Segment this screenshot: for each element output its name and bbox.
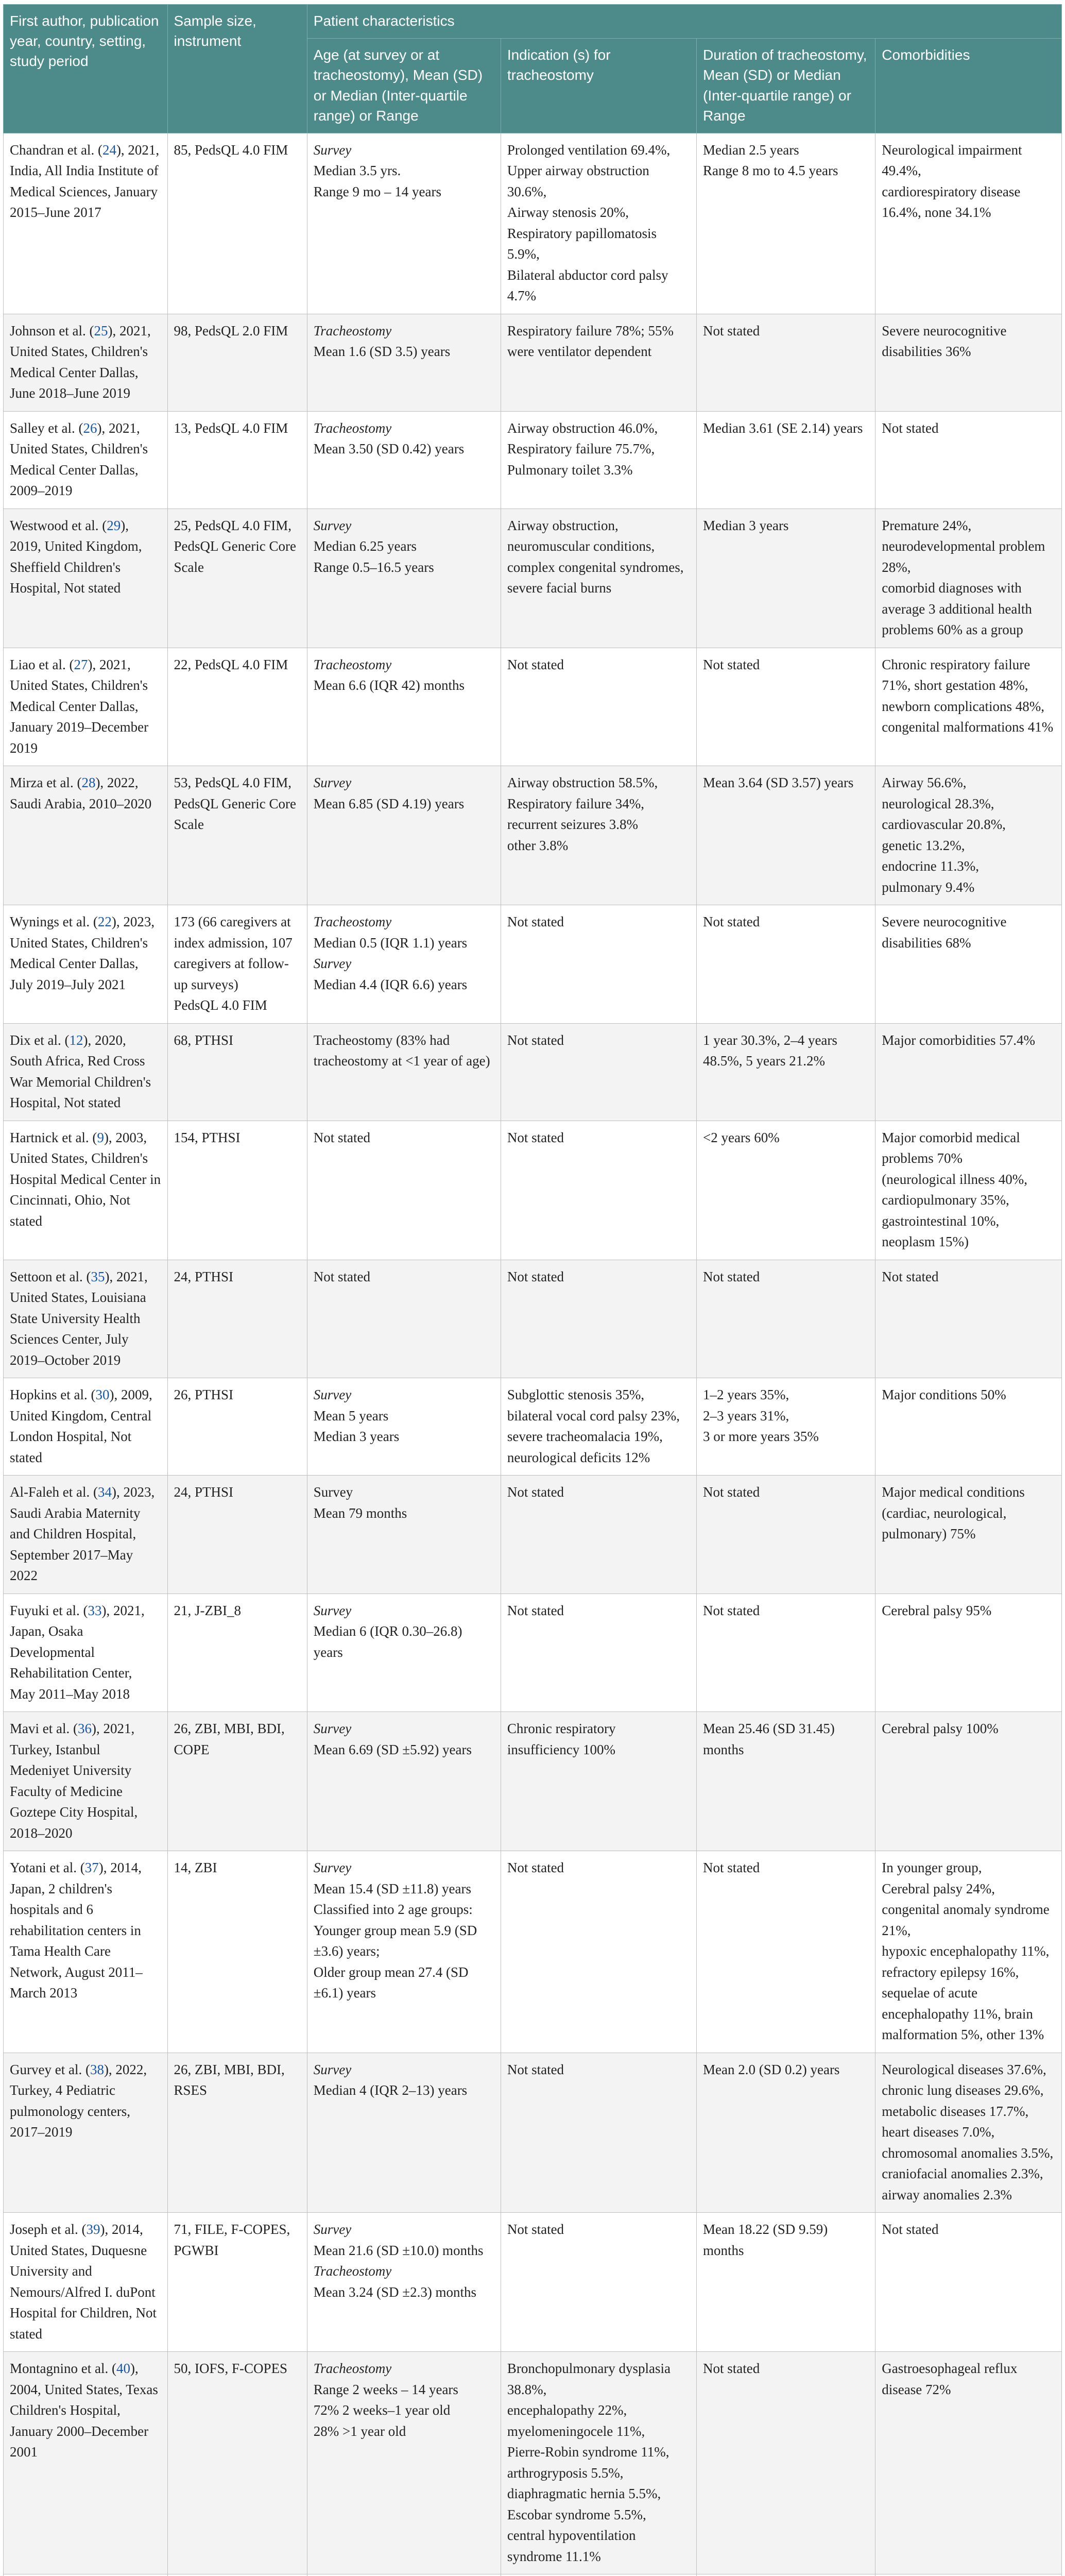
age-line: Mean 21.6 (SD ±10.0) months <box>313 2242 484 2258</box>
cell-indication: Bronchopulmonary dysplasia 38.8%, encephalopathy 22%, myelomeningocele 11%, Pierre-Robin syndrome 11%, arthrogryposis 5.5%, diaphragmatic hernia 5.5%, Escobar syndrome 5.5%, central hypoventilation syndrome 11.1% <box>501 2352 696 2574</box>
cell-study <box>4 2213 168 2352</box>
age-line: Median 6 (IQR 0.30–26.8) years <box>313 1623 462 1660</box>
cell-comorbidities: Major comorbid medical problems 70% (neurological illness 40%, cardiopulmonary 35%, gastrointestinal 10%, neoplasm 15%) <box>875 1121 1062 1260</box>
cell-sample: 22, PedsQL 4.0 FIM <box>167 648 307 766</box>
cell-comorbidities: Not stated <box>875 411 1062 509</box>
cell-sample: 26, ZBI, MBI, BDI, COPE <box>167 1712 307 1851</box>
author-text: Salley et al. ( <box>10 420 83 436</box>
age-line: Mean 5 years <box>313 1408 389 1423</box>
age-line: Range 0.5–16.5 years <box>313 559 434 575</box>
age-line: Range 9 mo – 14 years <box>313 183 441 199</box>
age-line: Mean 6.85 (SD 4.19) years <box>313 795 465 811</box>
citation-link[interactable]: 39 <box>86 2222 100 2238</box>
cell-age <box>307 1712 501 1851</box>
cell-sample: 50, IOFS, F-COPES <box>167 2352 307 2574</box>
cell-age <box>307 1121 501 1260</box>
age-line: Mean 3.50 (SD 0.42) years <box>313 441 465 457</box>
cell-sample: 98, PedsQL 2.0 FIM <box>167 314 307 411</box>
cell-duration: Not stated <box>697 2352 875 2574</box>
cell-comorbidities: Cerebral palsy 100% <box>875 1712 1062 1851</box>
study-details: ), 2023, Saudi Arabia Maternity and Children Hospital, September 2017–May 2022 <box>10 1484 155 1584</box>
header-duration: Duration of tracheostomy, Mean (SD) or Median (Inter-quartile range) or Range <box>697 39 875 133</box>
age-line: 72% 2 weeks–1 year old <box>313 2402 451 2418</box>
study-details: ), 2004, United States, Texas Children's Hospital, January 2000–December 2001 <box>10 2361 158 2460</box>
cell-comorbidities: Major comorbidities 57.4% <box>875 1023 1062 1121</box>
citation-link[interactable]: 40 <box>116 2361 130 2377</box>
table-row <box>4 133 1062 314</box>
cell-study <box>4 411 168 509</box>
citation-link[interactable]: 22 <box>97 914 112 930</box>
cell-age <box>307 905 501 1024</box>
study-details: ), 2021, Turkey, Istanbul Medeniyet University Faculty of Medicine Goztepe City Hospital, 2018–2020 <box>10 1721 138 1841</box>
cell-indication: Airway obstruction 46.0%, Respiratory failure 75.7%, Pulmonary toilet 3.3% <box>501 411 696 509</box>
table-row <box>4 1121 1062 1260</box>
age-line: Range 2 weeks – 14 years <box>313 2381 458 2397</box>
cell-age <box>307 2352 501 2574</box>
age-line: Mean 6.6 (IQR 42) months <box>313 677 465 693</box>
age-line: Tracheostomy <box>313 656 392 672</box>
age-line: Classified into 2 age groups: <box>313 1902 473 1918</box>
cell-comorbidities: Airway 56.6%, neurological 28.3%, cardiovascular 20.8%, genetic 13.2%, endocrine 11.3%, pulmonary 9.4% <box>875 766 1062 905</box>
cell-age <box>307 1378 501 1476</box>
study-details: ), 2022, Saudi Arabia, 2010–2020 <box>10 775 152 811</box>
cell-indication: Not stated <box>501 1023 696 1121</box>
citation-link[interactable]: 33 <box>88 1602 102 1618</box>
age-line: Survey <box>313 2061 352 2077</box>
cell-indication: Not stated <box>501 905 696 1024</box>
study-details: ), 2020, South Africa, Red Cross War Memorial Children's Hospital, Not stated <box>10 1032 151 1111</box>
cell-study <box>4 1121 168 1260</box>
cell-comorbidities: Not stated <box>875 1260 1062 1378</box>
cell-duration: 1 year 30.3%, 2–4 years 48.5%, 5 years 21.2% <box>697 1023 875 1121</box>
cell-indication: Airway obstruction 58.5%, Respiratory failure 34%, recurrent seizures 3.8% other 3.8% <box>501 766 696 905</box>
citation-link[interactable]: 38 <box>90 2061 104 2077</box>
header-study: First author, publication year, country, setting, study period <box>4 5 168 133</box>
cell-duration: Mean 2.0 (SD 0.2) years <box>697 2053 875 2213</box>
table-body <box>4 133 1062 2576</box>
author-text: Westwood et al. ( <box>10 517 107 533</box>
cell-duration: Median 3.61 (SE 2.14) years <box>697 411 875 509</box>
age-line: Survey <box>313 1484 353 1500</box>
author-text: Johnson et al. ( <box>10 323 94 338</box>
table-row <box>4 1476 1062 1594</box>
cell-comorbidities: Premature 24%, neurodevelopmental problem 28%, comorbid diagnoses with average 3 additional health problems 60% as a group <box>875 509 1062 648</box>
cell-study <box>4 1260 168 1378</box>
cell-study <box>4 1378 168 1476</box>
cell-sample: 14, ZBI <box>167 1851 307 2053</box>
cell-duration: 1–2 years 35%, 2–3 years 31%, 3 or more years 35% <box>697 1378 875 1476</box>
cell-age <box>307 314 501 411</box>
cell-study <box>4 1476 168 1594</box>
cell-age <box>307 1023 501 1121</box>
cell-comorbidities: Severe neurocognitive disabilities 68% <box>875 905 1062 1024</box>
cell-sample: 53, PedsQL 4.0 FIM, PedsQL Generic Core Scale <box>167 766 307 905</box>
cell-indication: Not stated <box>501 1121 696 1260</box>
cell-indication: Not stated <box>501 1260 696 1378</box>
cell-study <box>4 1712 168 1851</box>
table-header <box>4 5 1062 133</box>
age-line: Not stated <box>313 1268 370 1284</box>
author-text: Chandran et al. ( <box>10 142 102 158</box>
cell-duration: Not stated <box>697 648 875 766</box>
age-line: Median 4.4 (IQR 6.6) years <box>313 976 468 992</box>
cell-duration: Mean 25.46 (SD 31.45) months <box>697 1712 875 1851</box>
cell-age <box>307 2213 501 2352</box>
citation-link[interactable]: 29 <box>107 517 121 533</box>
author-text: Wynings et al. ( <box>10 914 98 930</box>
age-line: Mean 15.4 (SD ±11.8) years <box>313 1880 472 1896</box>
table-row <box>4 1378 1062 1476</box>
age-line: Younger group mean 5.9 (SD ±3.6) years; <box>313 1922 477 1959</box>
study-details: ), 2023, United States, Children's Medical Center Dallas, July 2019–July 2021 <box>10 914 155 992</box>
age-line: Tracheostomy <box>313 2361 392 2377</box>
age-line: Survey <box>313 956 352 972</box>
header-age: Age (at survey or at tracheostomy), Mean (SD) or Median (Inter-quartile range) or Range <box>307 39 501 133</box>
cell-comorbidities: Major medical conditions (cardiac, neurological, pulmonary) 75% <box>875 1476 1062 1594</box>
table-row <box>4 2352 1062 2574</box>
age-line: Median 4 (IQR 2–13) years <box>313 2082 468 2098</box>
age-line: Older group mean 27.4 (SD ±6.1) years <box>313 1964 469 2001</box>
table-row <box>4 766 1062 905</box>
study-details: ), 2021, India, All India Institute of Medical Sciences, January 2015–June 2017 <box>10 142 160 221</box>
cell-indication: Respiratory failure 78%; 55% were ventilator dependent <box>501 314 696 411</box>
age-line: Survey <box>313 1387 352 1403</box>
author-text: Hopkins et al. ( <box>10 1387 96 1403</box>
author-text: Joseph et al. ( <box>10 2222 87 2238</box>
author-text: Yotani et al. ( <box>10 1860 85 1876</box>
cell-indication: Not stated <box>501 1594 696 1712</box>
cell-sample: 24, PTHSI <box>167 1476 307 1594</box>
cell-age <box>307 1594 501 1712</box>
cell-study <box>4 2053 168 2213</box>
table-row <box>4 1712 1062 1851</box>
author-text: Mavi et al. ( <box>10 1721 78 1737</box>
cell-age <box>307 648 501 766</box>
cell-duration: Not stated <box>697 1476 875 1594</box>
age-line: Tracheostomy (83% had tracheostomy at <1 year of age) <box>313 1032 490 1069</box>
cell-study <box>4 2352 168 2574</box>
table-row <box>4 1260 1062 1378</box>
header-comorbidities: Comorbidities <box>875 39 1062 133</box>
author-text: Settoon et al. ( <box>10 1268 91 1284</box>
cell-indication: Prolonged ventilation 69.4%, Upper airway obstruction 30.6%, Airway stenosis 20%, Respiratory papillomatosis 5.9%, Bilateral abductor cord palsy 4.7% <box>501 133 696 314</box>
cell-age <box>307 509 501 648</box>
cell-comorbidities: Major conditions 50% <box>875 1378 1062 1476</box>
cell-duration: Median 2.5 years Range 8 mo to 4.5 years <box>697 133 875 314</box>
author-text: Dix et al. ( <box>10 1032 70 1048</box>
cell-sample: 71, FILE, F-COPES, PGWBI <box>167 2213 307 2352</box>
author-text: Hartnick et al. ( <box>10 1129 97 1145</box>
cell-indication: Airway obstruction, neuromuscular conditions, complex congenital syndromes, severe facial burns <box>501 509 696 648</box>
citation-link[interactable]: 26 <box>83 420 97 436</box>
study-details: ), 2021, United States, Children's Medical Center Dallas, 2009–2019 <box>10 420 148 499</box>
study-details: ), 2003, United States, Children's Hospital Medical Center in Cincinnati, Ohio, Not stated <box>10 1129 161 1229</box>
age-line: Median 3 years <box>313 1429 400 1445</box>
study-details: ), 2019, United Kingdom, Sheffield Children's Hospital, Not stated <box>10 517 142 596</box>
cell-study <box>4 1594 168 1712</box>
author-text: Mirza et al. ( <box>10 775 82 791</box>
author-text: Liao et al. ( <box>10 656 74 672</box>
age-line: Median 0.5 (IQR 1.1) years <box>313 935 468 951</box>
cell-comorbidities: Neurological impairment 49.4%, cardiorespiratory disease 16.4%, none 34.1% <box>875 133 1062 314</box>
cell-duration: Mean 18.22 (SD 9.59) months <box>697 2213 875 2352</box>
age-line: Survey <box>313 1721 352 1737</box>
age-line: Mean 6.69 (SD ±5.92) years <box>313 1741 472 1757</box>
citation-link[interactable]: 36 <box>77 1721 92 1737</box>
cell-indication: Not stated <box>501 1476 696 1594</box>
cell-duration: Mean 3.64 (SD 3.57) years <box>697 766 875 905</box>
age-line: Tracheostomy <box>313 323 392 338</box>
cell-comorbidities: Not stated <box>875 2213 1062 2352</box>
cell-sample: 26, PTHSI <box>167 1378 307 1476</box>
study-details: ), 2014, Japan, 2 children's hospitals and 6 rehabilitation centers in Tama Health Care Network, August 2011–March 2013 <box>10 1860 143 2001</box>
cell-sample: 21, J-ZBI_8 <box>167 1594 307 1712</box>
citation-link[interactable]: 37 <box>84 1860 99 1876</box>
author-text: Fuyuki et al. ( <box>10 1602 88 1618</box>
citation-link[interactable]: 24 <box>102 142 116 158</box>
table-row <box>4 1023 1062 1121</box>
age-line: Mean 1.6 (SD 3.5) years <box>313 344 451 360</box>
table-row <box>4 1594 1062 1712</box>
age-line: Survey <box>313 775 352 791</box>
cell-sample: 13, PedsQL 4.0 FIM <box>167 411 307 509</box>
cell-duration: Not stated <box>697 1851 875 2053</box>
age-line: Survey <box>313 2222 352 2238</box>
study-details: ), 2021, United States, Children's Medical Center Dallas, June 2018–June 2019 <box>10 323 151 401</box>
cell-sample: 68, PTHSI <box>167 1023 307 1121</box>
cell-age <box>307 1851 501 2053</box>
cell-study <box>4 133 168 314</box>
age-line: Survey <box>313 142 352 158</box>
table-row <box>4 1851 1062 2053</box>
table-row <box>4 314 1062 411</box>
study-details: ), 2022, Turkey, 4 Pediatric pulmonology centers, 2017–2019 <box>10 2061 147 2140</box>
age-line: Tracheostomy <box>313 914 392 930</box>
cell-comorbidities: Neurological diseases 37.6%, chronic lung diseases 29.6%, metabolic diseases 17.7%, heart diseases 7.0%, chromosomal anomalies 3.5%, craniofacial anomalies 2.3%, airway anomalies 2.3% <box>875 2053 1062 2213</box>
citation-link[interactable]: 35 <box>91 1268 105 1284</box>
cell-sample: 24, PTHSI <box>167 1260 307 1378</box>
age-line: Tracheostomy <box>313 420 392 436</box>
author-text: Montagnino et al. ( <box>10 2361 116 2377</box>
citation-link[interactable]: 25 <box>94 323 108 338</box>
cell-study <box>4 905 168 1024</box>
age-line: Median 3.5 yrs. <box>313 163 401 179</box>
study-details: ), 2021, United States, Children's Medical Center Dallas, January 2019–December 2019 <box>10 656 149 756</box>
cell-sample: 85, PedsQL 4.0 FIM <box>167 133 307 314</box>
age-line: Survey <box>313 517 352 533</box>
cell-study <box>4 648 168 766</box>
cell-duration: <2 years 60% <box>697 1121 875 1260</box>
cell-age <box>307 766 501 905</box>
header-patient-characteristics: Patient characteristics <box>307 5 1061 39</box>
cell-duration: Median 3 years <box>697 509 875 648</box>
cell-indication: Chronic respiratory insufficiency 100% <box>501 1712 696 1851</box>
age-line: Mean 3.24 (SD ±2.3) months <box>313 2284 477 2300</box>
cell-study <box>4 509 168 648</box>
study-characteristics-table <box>3 4 1062 2576</box>
cell-comorbidities: Chronic respiratory failure 71%, short gestation 48%, newborn complications 48%, congenital malformations 41% <box>875 648 1062 766</box>
cell-study <box>4 1851 168 2053</box>
citation-link[interactable]: 28 <box>81 775 96 791</box>
header-indication: Indication (s) for tracheostomy <box>501 39 696 133</box>
cell-study <box>4 314 168 411</box>
age-line: 28% >1 year old <box>313 2423 406 2439</box>
age-line: Mean 79 months <box>313 1505 407 1521</box>
cell-age <box>307 2053 501 2213</box>
cell-study <box>4 766 168 905</box>
cell-comorbidities: In younger group, Cerebral palsy 24%, congenital anomaly syndrome 21%, hypoxic encephalopathy 11%, refractory epilepsy 16%, sequelae of acute encephalopathy 11%, brain malformation 5%, other 13% <box>875 1851 1062 2053</box>
cell-sample: 25, PedsQL 4.0 FIM, PedsQL Generic Core Scale <box>167 509 307 648</box>
citation-link[interactable]: 27 <box>74 656 88 672</box>
cell-age <box>307 133 501 314</box>
age-line: Median 6.25 years <box>313 538 417 554</box>
age-line: Tracheostomy <box>313 2263 392 2279</box>
table-row <box>4 2053 1062 2213</box>
author-text: Al-Faleh et al. ( <box>10 1484 98 1500</box>
cell-sample: 154, PTHSI <box>167 1121 307 1260</box>
citation-link[interactable]: 30 <box>95 1387 110 1403</box>
cell-sample: 173 (66 caregivers at index admission, 107 caregivers at follow-up surveys) PedsQL 4.0 FIM <box>167 905 307 1024</box>
cell-duration: Not stated <box>697 1594 875 1712</box>
table-row <box>4 2213 1062 2352</box>
cell-age <box>307 1260 501 1378</box>
citation-link[interactable]: 12 <box>69 1032 83 1048</box>
cell-duration: Not stated <box>697 1260 875 1378</box>
cell-indication: Not stated <box>501 2213 696 2352</box>
cell-indication: Not stated <box>501 1851 696 2053</box>
table-row <box>4 648 1062 766</box>
study-details: ), 2014, United States, Duquesne University and Nemours/Alfred I. duPont Hospital for Children, Not stated <box>10 2222 157 2342</box>
study-details: ), 2021, United States, Louisiana State University Health Sciences Center, July 2019–October 2019 <box>10 1268 148 1368</box>
cell-indication: Not stated <box>501 2053 696 2213</box>
cell-age <box>307 1476 501 1594</box>
table-row <box>4 509 1062 648</box>
citation-link[interactable]: 34 <box>97 1484 112 1500</box>
study-details: ), 2021, Japan, Osaka Developmental Rehabilitation Center, May 2011–May 2018 <box>10 1602 145 1702</box>
study-details: ), 2009, United Kingdom, Central London Hospital, Not stated <box>10 1387 152 1465</box>
cell-comorbidities: Severe neurocognitive disabilities 36% <box>875 314 1062 411</box>
header-sample: Sample size, instrument <box>167 5 307 133</box>
age-line: Survey <box>313 1602 352 1618</box>
table-row <box>4 411 1062 509</box>
cell-age <box>307 411 501 509</box>
cell-comorbidities: Cerebral palsy 95% <box>875 1594 1062 1712</box>
cell-duration: Not stated <box>697 905 875 1024</box>
cell-indication: Not stated <box>501 648 696 766</box>
age-line: Not stated <box>313 1129 370 1145</box>
table-row <box>4 905 1062 1024</box>
cell-study <box>4 1023 168 1121</box>
age-line: Survey <box>313 1860 352 1876</box>
cell-comorbidities: Gastroesophageal reflux disease 72% <box>875 2352 1062 2574</box>
author-text: Gurvey et al. ( <box>10 2061 90 2077</box>
cell-duration: Not stated <box>697 314 875 411</box>
cell-sample: 26, ZBI, MBI, BDI, RSES <box>167 2053 307 2213</box>
citation-link[interactable]: 9 <box>97 1129 104 1145</box>
cell-indication: Subglottic stenosis 35%, bilateral vocal cord palsy 23%, severe tracheomalacia 19%, neurological deficits 12% <box>501 1378 696 1476</box>
